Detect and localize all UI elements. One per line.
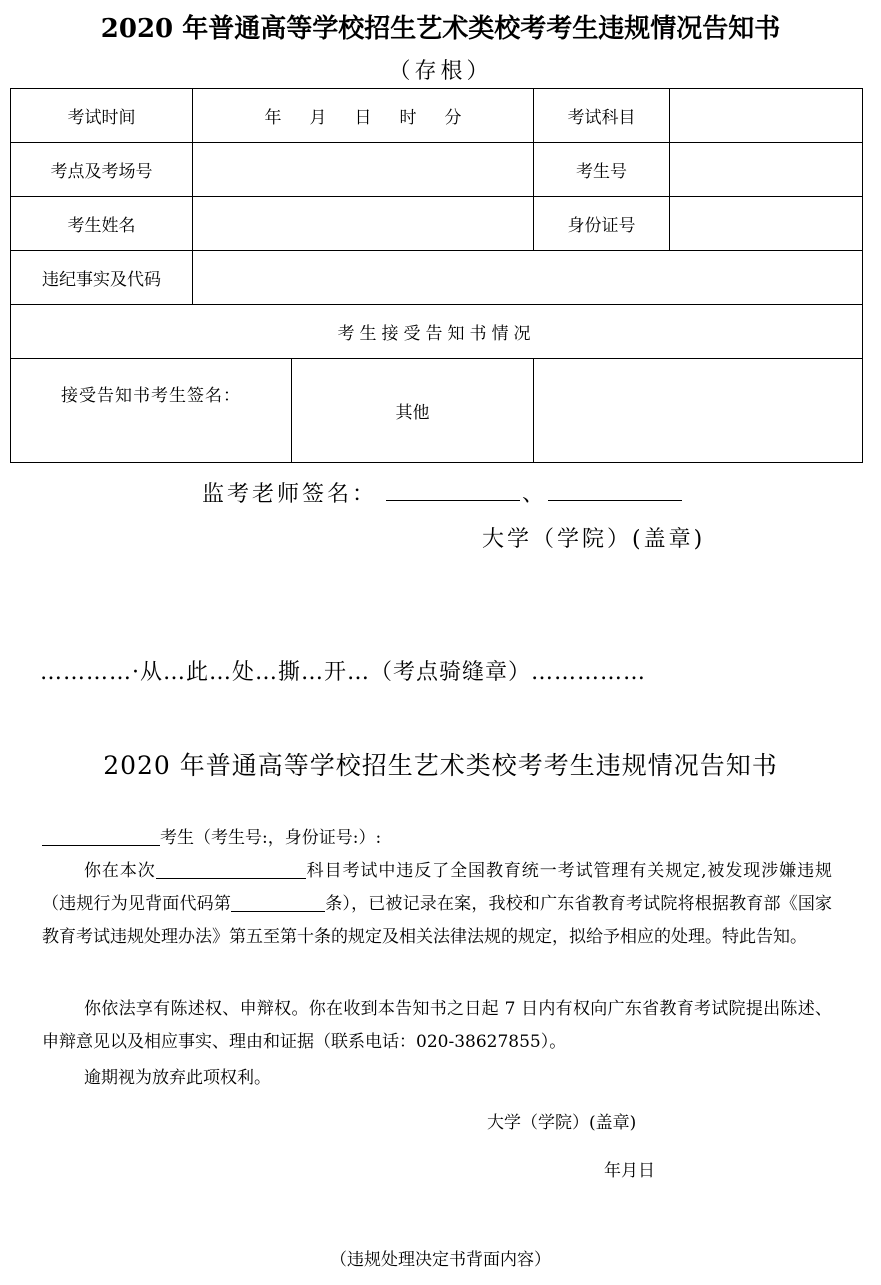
exam-time-field[interactable] (193, 89, 534, 143)
signature-separator: 、 (522, 482, 548, 507)
violation-field[interactable] (193, 251, 863, 305)
violation-label: 违纪事实及代码 (11, 251, 193, 305)
date-month-unit: 月 (309, 108, 327, 128)
acceptance-header: 考生接受告知书情况 (11, 305, 863, 359)
candidate-no-label: 考生号 (534, 143, 670, 197)
notice-university-seal: 大学（学院）(盖章) (487, 1113, 637, 1133)
tear-line: …………·从…此…处…撕…开…（考点骑缝章）…………… (40, 660, 646, 685)
candidate-signature-cell[interactable] (11, 359, 292, 463)
notice-date: 年月日 (604, 1161, 655, 1181)
notice-paragraph-2: 你依法享有陈述权、申辩权。你在收到本告知书之日起 7 日内有权向广东省教育考试院提出陈述、申辩意见以及相应事实、理由和证据（联系电话：020-38627855）。 (42, 999, 832, 1052)
other-label: 其他 (292, 359, 534, 463)
subject-blank[interactable] (156, 858, 306, 879)
exam-site-label: 考点及考场号 (11, 143, 193, 197)
candidate-name-blank[interactable] (42, 825, 160, 846)
notice-paragraph-1 (42, 855, 832, 954)
code-blank[interactable] (231, 891, 325, 912)
candidate-name-label: 考生姓名 (11, 197, 193, 251)
id-no-label: 身份证号 (534, 197, 670, 251)
id-no-field[interactable] (670, 197, 863, 251)
p1-part1: 你在本次 (84, 861, 156, 881)
candidate-signature-label: 接受告知书考生签名： (61, 386, 241, 406)
p1-part3: 条），已被记录在案，我校和广东省教育考试院将根据教育部《国家教育考试违规处理办法》第五至第十条的规定及相关法律法规的规定，拟给予相应的处理。特此告知。 (42, 894, 833, 947)
footer-note: （违规处理决定书背面内容） (330, 1250, 551, 1270)
date-year-unit: 年 (264, 108, 282, 128)
stub-subtitle: （存根） (388, 59, 493, 84)
notice-address-line (42, 822, 832, 855)
date-hour-unit: 时 (399, 108, 417, 128)
address-suffix: 考生（考生号:，身份证号:）: (160, 828, 382, 848)
exam-subject-label: 考试科目 (534, 89, 670, 143)
exam-time-label: 考试时间 (11, 89, 193, 143)
stub-form-table (10, 88, 863, 463)
stub-title: 2020 年普通高等学校招生艺术类校考考生违规情况告知书 (100, 14, 781, 44)
notice-paragraph-3: 逾期视为放弃此项权利。 (84, 1068, 271, 1088)
p1-part2: 科目考试中违反了全国教育统一考试管理有关规定,被发现涉嫌违规（违规行为见背面代码第 (42, 861, 832, 914)
notice-title: 2020 年普通高等学校招生艺术类校考考生违规情况告知书 (103, 751, 778, 780)
date-minute-unit: 分 (444, 108, 462, 128)
date-day-unit: 日 (354, 108, 372, 128)
other-field[interactable] (534, 359, 863, 463)
proctor-signature-line-2[interactable] (548, 500, 682, 501)
proctor-signature-line-1[interactable] (386, 500, 520, 501)
candidate-name-field[interactable] (193, 197, 534, 251)
candidate-no-field[interactable] (670, 143, 863, 197)
proctor-signature-label: 监考老师签名： (202, 482, 378, 507)
stub-university-seal: 大学（学院）(盖章) (482, 527, 706, 552)
exam-site-field[interactable] (193, 143, 534, 197)
exam-subject-field[interactable] (670, 89, 863, 143)
